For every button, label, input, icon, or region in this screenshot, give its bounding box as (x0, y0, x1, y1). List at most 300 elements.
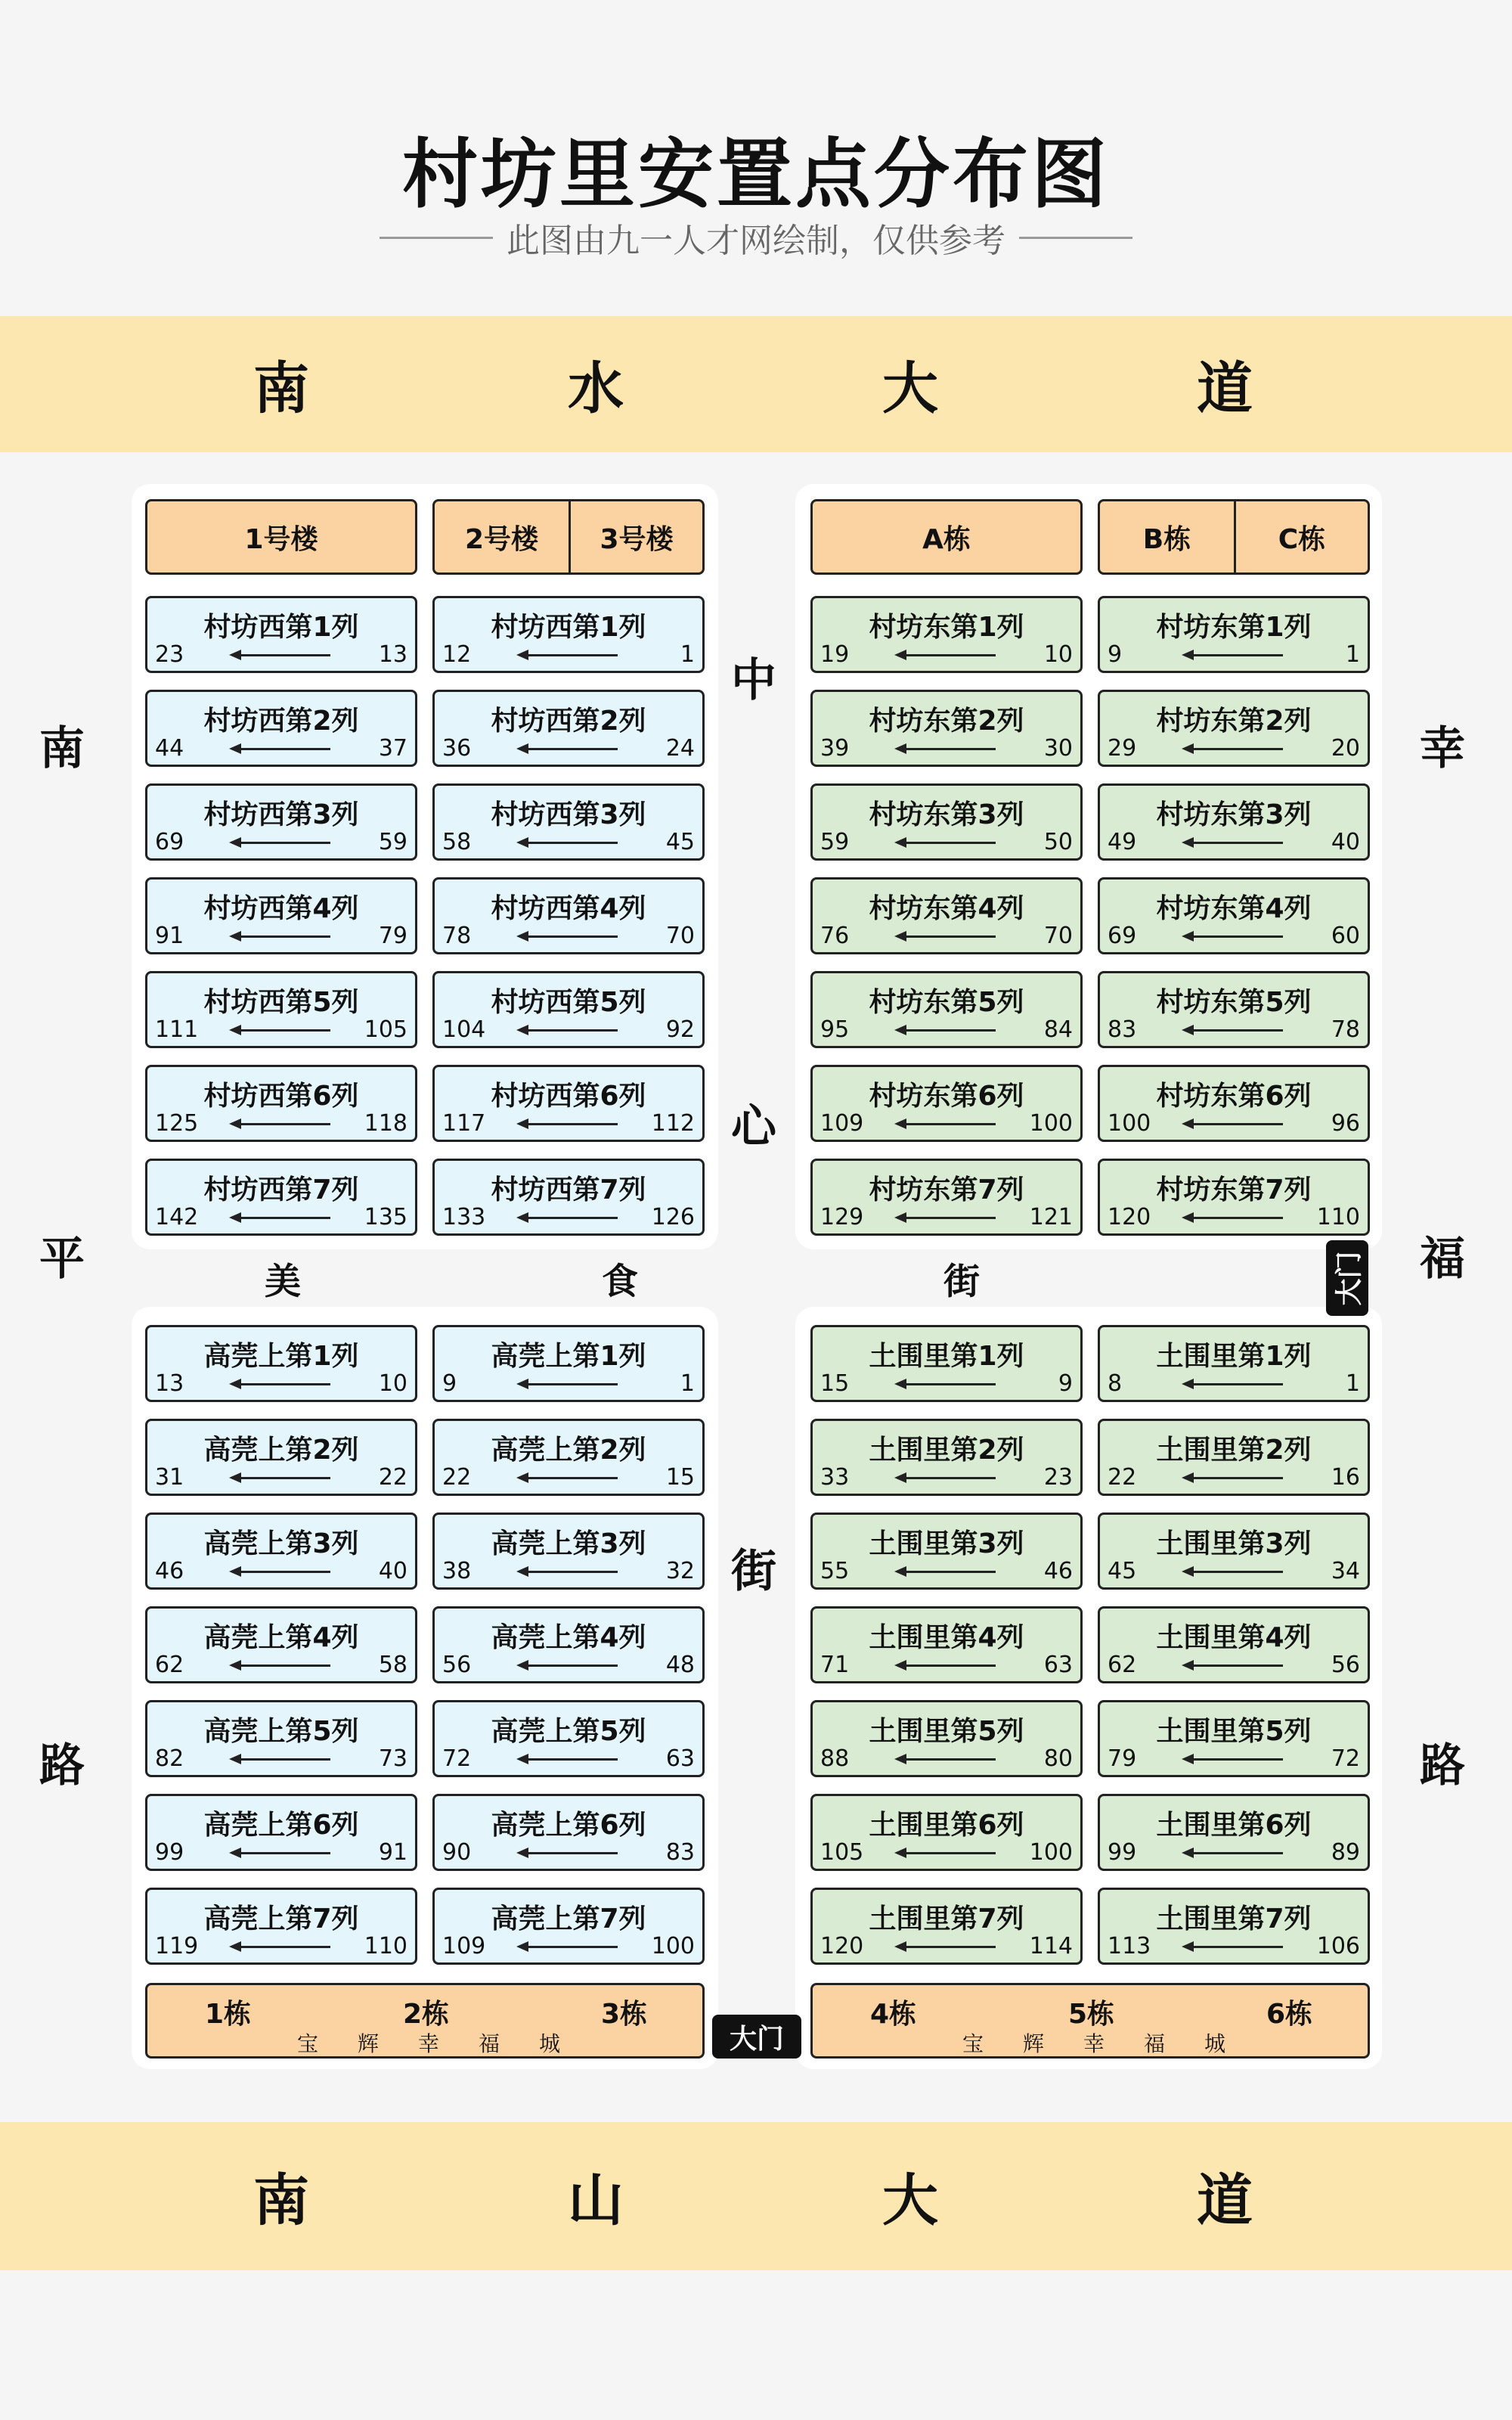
unit-row-cell (810, 1419, 1083, 1496)
row-name: 高莞上第6列 (491, 1810, 646, 1841)
row-end-number: 110 (1316, 1204, 1360, 1230)
page-title: 村坊里安置点分布图 (402, 130, 1110, 219)
unit-row-cell (145, 877, 417, 954)
direction-arrow-icon (519, 654, 618, 656)
direction-arrow-icon (232, 748, 330, 750)
row-name: 村坊东第5列 (1156, 987, 1312, 1018)
row-start-number: 58 (442, 829, 472, 855)
direction-arrow-icon (232, 1665, 330, 1667)
row-start-number: 117 (442, 1110, 486, 1137)
row-name: 高莞上第7列 (491, 1903, 646, 1934)
row-name: 土围里第7列 (1156, 1903, 1312, 1934)
row-name: 村坊东第1列 (1156, 612, 1312, 643)
direction-arrow-icon (897, 1852, 996, 1854)
unit-row-cell (810, 783, 1083, 861)
unit-row-cell (432, 1065, 705, 1142)
row-end-number: 80 (1043, 1745, 1073, 1772)
row-name: 土围里第7列 (869, 1903, 1024, 1934)
row-start-number: 12 (442, 641, 472, 668)
row-start-number: 22 (1108, 1464, 1137, 1491)
direction-arrow-icon (897, 1029, 996, 1032)
row-name: 村坊西第7列 (491, 1174, 646, 1205)
building-label: A栋 (922, 523, 971, 555)
direction-arrow-icon (232, 935, 330, 938)
direction-arrow-icon (1185, 1758, 1283, 1761)
row-name: 村坊东第7列 (869, 1174, 1024, 1205)
unit-row-cell (1098, 596, 1370, 673)
unit-row-cell (1098, 1419, 1370, 1496)
row-start-number: 111 (155, 1016, 199, 1043)
row-name: 村坊西第2列 (203, 706, 359, 737)
unit-row-cell (810, 1794, 1083, 1871)
row-end-number: 70 (665, 923, 695, 949)
direction-arrow-icon (232, 1477, 330, 1479)
unit-row-cell (432, 1794, 705, 1871)
caption-char: 福 (478, 2031, 500, 2056)
road-bottom-nanshan (0, 2122, 1512, 2270)
row-start-number: 49 (1108, 829, 1137, 855)
row-end-number: 50 (1043, 829, 1073, 855)
direction-arrow-icon (897, 1946, 996, 1948)
unit-row-cell (432, 1419, 705, 1496)
building-label: B栋 (1142, 523, 1191, 555)
row-name: 村坊东第5列 (869, 987, 1024, 1018)
row-end-number: 56 (1331, 1652, 1360, 1678)
unit-row-cell (432, 783, 705, 861)
bottom-gate-label: 大门 (729, 2023, 784, 2055)
row-end-number: 37 (378, 735, 407, 762)
row-start-number: 29 (1108, 735, 1137, 762)
row-name: 高莞上第3列 (203, 1528, 359, 1559)
unit-row-cell (145, 1606, 417, 1683)
unit-row-cell (432, 690, 705, 767)
row-start-number: 113 (1108, 1933, 1151, 1959)
row-start-number: 69 (155, 829, 184, 855)
unit-row-cell (810, 1325, 1083, 1402)
page-subtitle (0, 213, 1512, 262)
row-name: 村坊东第2列 (1156, 706, 1312, 737)
bottom-bar-west (145, 1983, 705, 2059)
caption-char: 福 (1143, 2031, 1166, 2056)
row-name: 村坊东第2列 (869, 706, 1024, 737)
row-name: 村坊西第4列 (203, 893, 359, 924)
row-name: 土围里第1列 (869, 1341, 1024, 1372)
direction-arrow-icon (232, 1852, 330, 1854)
row-start-number: 83 (1108, 1016, 1137, 1043)
row-start-number: 91 (155, 923, 184, 949)
caption-char: 幸 (417, 2031, 440, 2056)
direction-arrow-icon (232, 1029, 330, 1032)
row-end-number: 106 (1316, 1933, 1360, 1959)
row-start-number: 79 (1108, 1745, 1137, 1772)
unit-row-cell (810, 1512, 1083, 1590)
row-end-number: 10 (378, 1370, 407, 1397)
direction-arrow-icon (232, 654, 330, 656)
road-bottom-char: 山 (568, 2168, 624, 2233)
road-right-char: 福 (1420, 1233, 1465, 1286)
row-end-number: 48 (665, 1652, 695, 1678)
row-end-number: 100 (1029, 1839, 1073, 1866)
row-end-number: 63 (665, 1745, 695, 1772)
row-start-number: 39 (820, 735, 850, 762)
row-end-number: 105 (364, 1016, 407, 1043)
row-start-number: 72 (442, 1745, 472, 1772)
unit-row-cell (145, 1159, 417, 1236)
row-start-number: 88 (820, 1745, 850, 1772)
row-end-number: 1 (680, 641, 695, 668)
row-start-number: 76 (820, 923, 850, 949)
unit-row-cell (1098, 1512, 1370, 1590)
direction-arrow-icon (1185, 748, 1283, 750)
row-start-number: 55 (820, 1558, 850, 1584)
row-name: 高莞上第6列 (203, 1810, 359, 1841)
unit-row-cell (1098, 1606, 1370, 1683)
caption-char: 辉 (1022, 2031, 1045, 2056)
center-street-char: 中 (731, 654, 776, 707)
building-b-c-header (1098, 499, 1370, 575)
direction-arrow-icon (519, 1029, 618, 1032)
unit-row-cell (1098, 877, 1370, 954)
row-end-number: 92 (665, 1016, 695, 1043)
bottom-bar-east (810, 1983, 1370, 2059)
row-start-number: 109 (442, 1933, 486, 1959)
row-end-number: 34 (1331, 1558, 1360, 1584)
row-name: 土围里第4列 (869, 1622, 1024, 1653)
row-start-number: 38 (442, 1558, 472, 1584)
road-top-char: 南 (253, 356, 309, 421)
row-end-number: 1 (1345, 1370, 1360, 1397)
row-end-number: 10 (1043, 641, 1073, 668)
row-end-number: 24 (665, 735, 695, 762)
unit-row-cell (1098, 1325, 1370, 1402)
row-name: 村坊西第4列 (491, 893, 646, 924)
row-start-number: 44 (155, 735, 184, 762)
row-end-number: 72 (1331, 1745, 1360, 1772)
caption-char: 辉 (357, 2031, 380, 2056)
direction-arrow-icon (1185, 1217, 1283, 1219)
direction-arrow-icon (1185, 1946, 1283, 1948)
row-end-number: 9 (1058, 1370, 1073, 1397)
row-start-number: 59 (820, 829, 850, 855)
unit-row-cell (810, 596, 1083, 673)
building-label: 1号楼 (244, 523, 318, 555)
direction-arrow-icon (519, 1217, 618, 1219)
direction-arrow-icon (897, 1383, 996, 1385)
direction-arrow-icon (1185, 1665, 1283, 1667)
building-label: 1栋 (205, 1999, 252, 2030)
road-right-char: 路 (1420, 1739, 1465, 1792)
row-name: 村坊西第7列 (203, 1174, 359, 1205)
direction-arrow-icon (519, 1123, 618, 1125)
row-end-number: 13 (378, 641, 407, 668)
unit-row-cell (145, 971, 417, 1048)
center-street-char: 心 (731, 1100, 776, 1153)
row-name: 村坊西第1列 (203, 612, 359, 643)
row-end-number: 126 (651, 1204, 695, 1230)
row-end-number: 16 (1331, 1464, 1360, 1491)
row-start-number: 56 (442, 1652, 472, 1678)
road-bottom-char: 南 (253, 2168, 309, 2233)
direction-arrow-icon (519, 1852, 618, 1854)
direction-arrow-icon (232, 1946, 330, 1948)
row-end-number: 70 (1043, 923, 1073, 949)
row-start-number: 33 (820, 1464, 850, 1491)
row-name: 土围里第3列 (869, 1528, 1024, 1559)
unit-row-cell (1098, 1794, 1370, 1871)
row-start-number: 90 (442, 1839, 472, 1866)
row-name: 村坊西第2列 (491, 706, 646, 737)
road-left-char: 路 (39, 1739, 85, 1792)
building-label: C栋 (1278, 523, 1326, 555)
row-start-number: 19 (820, 641, 850, 668)
unit-row-cell (1098, 1700, 1370, 1777)
unit-row-cell (810, 1700, 1083, 1777)
caption-char: 宝 (296, 2031, 319, 2056)
direction-arrow-icon (1185, 935, 1283, 938)
unit-row-cell (1098, 783, 1370, 861)
unit-row-cell (432, 1700, 705, 1777)
row-name: 村坊东第7列 (1156, 1174, 1312, 1205)
row-end-number: 83 (665, 1839, 695, 1866)
unit-row-cell (145, 690, 417, 767)
direction-arrow-icon (1185, 842, 1283, 844)
row-name: 村坊东第3列 (869, 799, 1024, 830)
row-start-number: 8 (1108, 1370, 1123, 1397)
unit-row-cell (432, 1888, 705, 1965)
unit-row-cell (1098, 1888, 1370, 1965)
row-start-number: 120 (820, 1933, 864, 1959)
unit-row-cell (432, 1325, 705, 1402)
row-name: 土围里第2列 (1156, 1435, 1312, 1466)
unit-row-cell (432, 596, 705, 673)
food-street-char: 食 (601, 1260, 639, 1303)
unit-row-cell (810, 690, 1083, 767)
row-name: 村坊西第6列 (203, 1081, 359, 1112)
row-name: 土围里第1列 (1156, 1341, 1312, 1372)
direction-arrow-icon (232, 1571, 330, 1573)
building-1-header (145, 499, 417, 575)
building-label: 5栋 (1068, 1999, 1115, 2030)
row-name: 土围里第6列 (1156, 1810, 1312, 1841)
row-name: 高莞上第1列 (491, 1341, 646, 1372)
row-start-number: 105 (820, 1839, 864, 1866)
row-end-number: 45 (665, 829, 695, 855)
row-end-number: 30 (1043, 735, 1073, 762)
side-gate (1326, 1240, 1368, 1316)
row-name: 高莞上第3列 (491, 1528, 646, 1559)
direction-arrow-icon (897, 1123, 996, 1125)
row-end-number: 46 (1043, 1558, 1073, 1584)
row-end-number: 22 (378, 1464, 407, 1491)
unit-row-cell (145, 1065, 417, 1142)
row-name: 土围里第2列 (869, 1435, 1024, 1466)
row-name: 村坊西第6列 (491, 1081, 646, 1112)
direction-arrow-icon (1185, 1571, 1283, 1573)
road-left-char: 南 (39, 722, 85, 775)
subtitle-text: 此图由九一人才网绘制，仅供参考 (507, 222, 1005, 260)
unit-row-cell (432, 971, 705, 1048)
direction-arrow-icon (519, 1758, 618, 1761)
caption-char: 城 (538, 2031, 561, 2056)
building-label: 6栋 (1266, 1999, 1313, 2030)
row-end-number: 121 (1029, 1204, 1073, 1230)
unit-row-cell (145, 1700, 417, 1777)
unit-row-cell (810, 877, 1083, 954)
direction-arrow-icon (897, 1665, 996, 1667)
row-name: 村坊东第4列 (1156, 893, 1312, 924)
row-end-number: 114 (1029, 1933, 1073, 1959)
row-name: 高莞上第2列 (203, 1435, 359, 1466)
unit-row-cell (432, 1606, 705, 1683)
direction-arrow-icon (1185, 1029, 1283, 1032)
row-end-number: 40 (378, 1558, 407, 1584)
row-end-number: 58 (378, 1652, 407, 1678)
row-start-number: 22 (442, 1464, 472, 1491)
building-label: 3栋 (601, 1999, 648, 2030)
subtitle-right-rule (1019, 237, 1132, 239)
row-start-number: 133 (442, 1204, 486, 1230)
direction-arrow-icon (1185, 1852, 1283, 1854)
unit-row-cell (432, 1159, 705, 1236)
unit-row-cell (145, 1888, 417, 1965)
row-name: 村坊西第5列 (491, 987, 646, 1018)
row-end-number: 1 (680, 1370, 695, 1397)
unit-row-cell (432, 877, 705, 954)
direction-arrow-icon (897, 1217, 996, 1219)
direction-arrow-icon (897, 1477, 996, 1479)
direction-arrow-icon (519, 1571, 618, 1573)
row-start-number: 62 (1108, 1652, 1137, 1678)
food-street-char: 街 (943, 1260, 981, 1303)
direction-arrow-icon (519, 1383, 618, 1385)
direction-arrow-icon (519, 935, 618, 938)
row-name: 高莞上第5列 (491, 1716, 646, 1747)
direction-arrow-icon (897, 1571, 996, 1573)
unit-row-cell (145, 1325, 417, 1402)
unit-row-cell (810, 1159, 1083, 1236)
row-start-number: 78 (442, 923, 472, 949)
row-start-number: 46 (155, 1558, 184, 1584)
row-name: 村坊东第6列 (1156, 1081, 1312, 1112)
row-end-number: 63 (1043, 1652, 1073, 1678)
row-name: 土围里第4列 (1156, 1622, 1312, 1653)
row-name: 土围里第5列 (869, 1716, 1024, 1747)
road-top-char: 水 (568, 356, 624, 421)
unit-row-cell (145, 783, 417, 861)
row-end-number: 135 (364, 1204, 407, 1230)
unit-row-cell (810, 1606, 1083, 1683)
row-start-number: 120 (1108, 1204, 1151, 1230)
row-start-number: 142 (155, 1204, 199, 1230)
row-end-number: 40 (1331, 829, 1360, 855)
row-start-number: 31 (155, 1464, 184, 1491)
row-end-number: 1 (1345, 641, 1360, 668)
row-name: 高莞上第7列 (203, 1903, 359, 1934)
building-label: 3号楼 (600, 523, 674, 555)
row-start-number: 45 (1108, 1558, 1137, 1584)
subtitle-left-rule (380, 237, 493, 239)
direction-arrow-icon (232, 1758, 330, 1761)
unit-row-cell (810, 1888, 1083, 1965)
row-start-number: 99 (1108, 1839, 1137, 1866)
row-end-number: 32 (665, 1558, 695, 1584)
unit-row-cell (432, 1512, 705, 1590)
direction-arrow-icon (519, 842, 618, 844)
row-name: 土围里第5列 (1156, 1716, 1312, 1747)
row-name: 村坊西第3列 (203, 799, 359, 830)
row-end-number: 89 (1331, 1839, 1360, 1866)
row-start-number: 119 (155, 1933, 199, 1959)
road-right-char: 幸 (1420, 722, 1465, 775)
direction-arrow-icon (1185, 1123, 1283, 1125)
row-start-number: 15 (820, 1370, 850, 1397)
row-start-number: 69 (1108, 923, 1137, 949)
row-name: 村坊东第1列 (869, 612, 1024, 643)
direction-arrow-icon (1185, 1383, 1283, 1385)
unit-row-cell (145, 1419, 417, 1496)
direction-arrow-icon (519, 748, 618, 750)
direction-arrow-icon (232, 1217, 330, 1219)
building-a-header (810, 499, 1083, 575)
unit-row-cell (1098, 971, 1370, 1048)
row-name: 高莞上第4列 (203, 1622, 359, 1653)
row-start-number: 71 (820, 1652, 850, 1678)
row-end-number: 79 (378, 923, 407, 949)
building-label: 2号楼 (464, 523, 539, 555)
row-name: 村坊东第3列 (1156, 799, 1312, 830)
direction-arrow-icon (1185, 1477, 1283, 1479)
center-street-char: 街 (731, 1545, 776, 1598)
row-name: 高莞上第5列 (203, 1716, 359, 1747)
row-start-number: 129 (820, 1204, 864, 1230)
building-2-3-header (432, 499, 705, 575)
row-name: 村坊西第3列 (491, 799, 646, 830)
side-gate-label: 大门 (1334, 1250, 1365, 1306)
row-name: 村坊东第6列 (869, 1081, 1024, 1112)
caption-char: 宝 (962, 2031, 984, 2056)
row-name: 村坊东第4列 (869, 893, 1024, 924)
row-end-number: 112 (651, 1110, 695, 1137)
row-start-number: 82 (155, 1745, 184, 1772)
direction-arrow-icon (897, 1758, 996, 1761)
unit-row-cell (1098, 690, 1370, 767)
direction-arrow-icon (232, 1383, 330, 1385)
row-start-number: 104 (442, 1016, 486, 1043)
row-end-number: 100 (651, 1933, 695, 1959)
road-top-char: 大 (882, 356, 938, 421)
building-label: 4栋 (870, 1999, 917, 2030)
row-start-number: 9 (442, 1370, 457, 1397)
row-start-number: 100 (1108, 1110, 1151, 1137)
row-name: 土围里第3列 (1156, 1528, 1312, 1559)
unit-row-cell (1098, 1159, 1370, 1236)
row-end-number: 15 (665, 1464, 695, 1491)
row-end-number: 23 (1043, 1464, 1073, 1491)
food-street-char: 美 (264, 1260, 302, 1303)
direction-arrow-icon (232, 1123, 330, 1125)
direction-arrow-icon (897, 842, 996, 844)
unit-row-cell (1098, 1065, 1370, 1142)
caption-char: 城 (1204, 2031, 1226, 2056)
row-start-number: 95 (820, 1016, 850, 1043)
unit-row-cell (810, 1065, 1083, 1142)
direction-arrow-icon (519, 1946, 618, 1948)
direction-arrow-icon (519, 1665, 618, 1667)
row-name: 高莞上第1列 (203, 1341, 359, 1372)
road-bottom-char: 大 (882, 2168, 938, 2233)
row-start-number: 125 (155, 1110, 199, 1137)
unit-row-cell (145, 1794, 417, 1871)
